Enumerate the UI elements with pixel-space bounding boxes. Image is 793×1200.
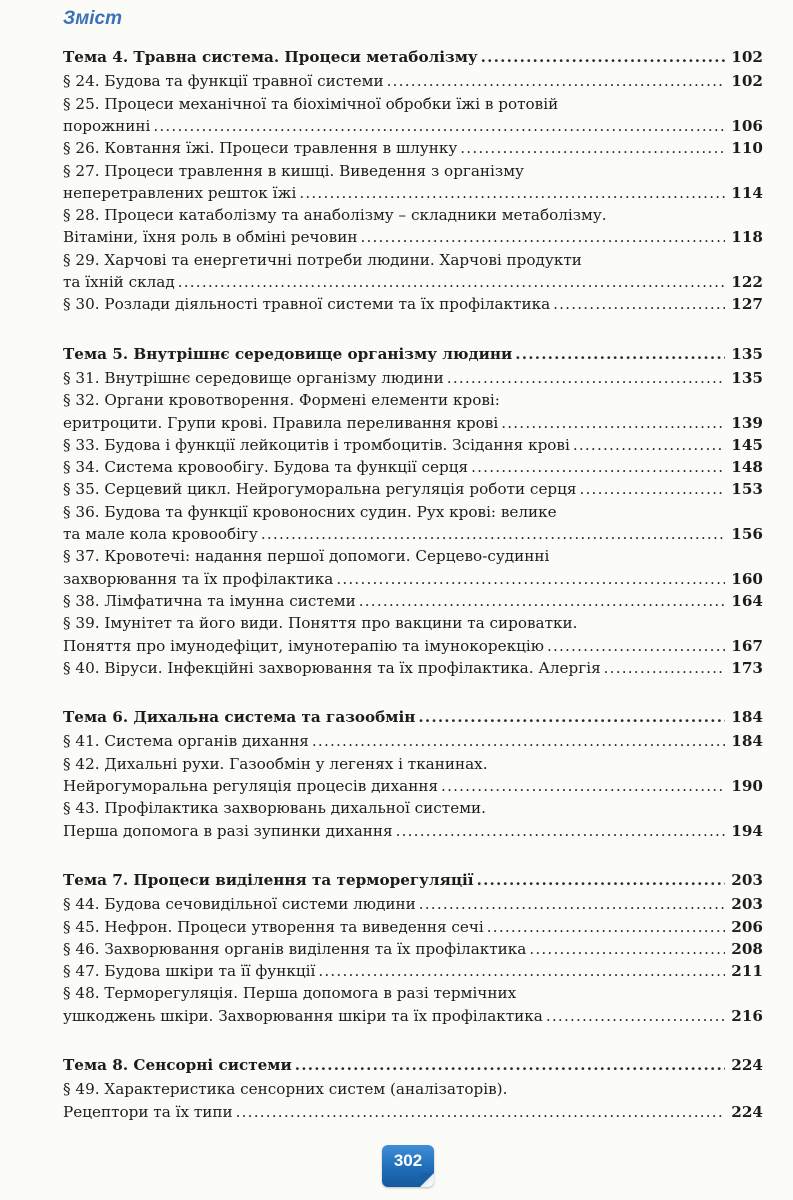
- toc-page-number: 102: [731, 48, 763, 66]
- toc-entry-text: та їхній склад: [63, 273, 175, 291]
- dot-leader: [336, 568, 725, 590]
- toc-entry-text: § 40. Віруси. Інфекційні захворювання та їх профілактика. Алергія: [63, 658, 601, 677]
- toc-line: [63, 46, 763, 68]
- dot-leader: [312, 730, 725, 752]
- toc-line: [63, 657, 763, 679]
- toc-page-number: 164: [731, 591, 763, 610]
- dot-leader: [153, 115, 725, 137]
- toc-page-number: 224: [731, 1056, 763, 1074]
- toc-line: [63, 1054, 763, 1076]
- toc-line: [63, 568, 763, 590]
- page-title: Зміст: [63, 8, 123, 29]
- dot-leader: [553, 293, 725, 315]
- toc-line: [63, 775, 763, 797]
- toc-entry-text: § 49. Характеристика сенсорних систем (аналізаторів).: [63, 1080, 508, 1099]
- toc-line: [63, 478, 763, 500]
- toc-line: [63, 293, 763, 315]
- toc-line: [63, 412, 763, 434]
- toc-line: [63, 753, 763, 775]
- dot-leader: [236, 1101, 725, 1123]
- dot-leader: [580, 478, 726, 500]
- dot-leader: [447, 367, 725, 389]
- toc-entry-text: еритроцити. Групи крові. Правила переливання крові: [63, 413, 499, 432]
- toc-line: [63, 797, 763, 819]
- toc-entry-text: § 44. Будова сечовидільної системи людини: [63, 895, 416, 914]
- toc-entry-text: Тема 5. Внутрішнє середовище організму людини: [63, 344, 513, 363]
- toc-page-number: 184: [731, 732, 763, 751]
- dot-leader: [359, 590, 725, 612]
- toc-line: [63, 434, 763, 456]
- toc-line: [63, 137, 763, 159]
- toc-entry-text: Рецептори та їх типи: [63, 1102, 233, 1121]
- toc-page-number: 102: [731, 72, 763, 91]
- toc-page-number: 118: [731, 228, 763, 247]
- dot-leader: [573, 434, 725, 456]
- toc-line: [63, 501, 763, 523]
- toc-line: [63, 367, 763, 389]
- toc-line: [63, 612, 763, 634]
- toc-page-number: 206: [731, 917, 763, 936]
- toc-line: [63, 545, 763, 567]
- toc-line: [63, 226, 763, 248]
- toc-line: [63, 523, 763, 545]
- toc-line: [63, 869, 763, 891]
- toc-line: [63, 343, 763, 365]
- toc-line: [63, 916, 763, 938]
- toc-page-number: 194: [731, 821, 763, 840]
- toc-entry-text: § 48. Терморегуляція. Перша допомога в разі термічних: [63, 984, 517, 1003]
- toc-entry-text: неперетравлених решток їжі: [63, 183, 297, 202]
- toc-page-number: 156: [731, 525, 763, 543]
- toc-page-number: 110: [731, 139, 763, 158]
- toc-page-number: 173: [731, 658, 763, 677]
- toc-entry-text: Вітаміни, їхня роль в обміні речовин: [63, 228, 358, 247]
- dot-leader: [318, 960, 725, 982]
- page-number-badge: [382, 1145, 434, 1187]
- toc-line: [63, 160, 763, 182]
- dot-leader: [441, 775, 725, 797]
- toc-entry-text: § 39. Імунітет та його види. Поняття про вакцини та сироватки.: [63, 614, 578, 633]
- toc-entry-text: Перша допомога в разі зупинки дихання: [63, 821, 393, 840]
- toc-page-number: 224: [731, 1102, 763, 1121]
- toc-entry-text: Тема 4. Травна система. Процеси метаболізму: [63, 48, 478, 66]
- toc-entry-text: § 34. Система кровообігу. Будова та функції серця: [63, 458, 469, 477]
- toc-line: [63, 93, 763, 115]
- toc-entry-text: § 47. Будова шкіри та її функції: [63, 962, 316, 981]
- toc-entry-text: § 36. Будова та функції кровоносних судин. Рух крові: велике: [63, 502, 557, 521]
- toc-page-number: 208: [731, 939, 763, 958]
- toc-line: [63, 182, 763, 204]
- dot-leader: [178, 271, 725, 293]
- toc-line: [63, 204, 763, 226]
- toc-line: [63, 730, 763, 752]
- toc-line: [63, 635, 763, 657]
- toc-line: [63, 70, 763, 92]
- toc-entry-text: Тема 7. Процеси виділення та терморегуляції: [63, 870, 474, 889]
- dot-leader: [299, 182, 725, 204]
- toc-line: [63, 820, 763, 842]
- toc-entry-text: § 37. Кровотечі: надання першої допомоги. Серцево-судинні: [63, 547, 550, 566]
- toc-entry-text: та мале кола кровообігу: [63, 525, 258, 543]
- toc-entry-text: Тема 8. Сенсорні системи: [63, 1056, 292, 1074]
- toc-entry-text: § 43. Профілактика захворювань дихальної системи.: [63, 799, 486, 818]
- toc-page-number: 203: [731, 895, 763, 914]
- toc-line: [63, 115, 763, 137]
- dot-leader: [387, 70, 725, 92]
- toc-entry-text: § 26. Ковтання їжі. Процеси травлення в шлунку: [63, 139, 458, 158]
- dot-leader: [546, 1005, 725, 1027]
- toc-line: [63, 590, 763, 612]
- page-curl-icon: [420, 1173, 434, 1187]
- toc-entry-text: § 46. Захворювання органів виділення та їх профілактика: [63, 939, 527, 958]
- toc-line: [63, 389, 763, 411]
- toc-page-number: 160: [731, 569, 763, 588]
- toc-entry-text: § 31. Внутрішнє середовище організму людини: [63, 368, 444, 387]
- dot-leader: [604, 657, 725, 679]
- toc-page-number: 122: [731, 273, 763, 291]
- toc-entry-text: Поняття про імунодефіцит, імунотерапію та імунокорекцію: [63, 636, 544, 655]
- toc-line: [63, 1101, 763, 1123]
- toc-entry-text: ушкоджень шкіри. Захворювання шкіри та їх профілактика: [63, 1006, 543, 1025]
- toc-entry-text: § 42. Дихальні рухи. Газообмін у легенях і тканинах.: [63, 754, 488, 773]
- toc-line: [63, 982, 763, 1004]
- toc-page-number: 135: [731, 368, 763, 387]
- toc-page-number: 135: [731, 344, 763, 363]
- toc-page-number: 216: [731, 1006, 763, 1025]
- toc-entry-text: § 29. Харчові та енергетичні потреби людини. Харчові продукти: [63, 250, 582, 269]
- toc-line: [63, 1078, 763, 1100]
- dot-leader: [261, 523, 725, 545]
- toc-line: [63, 706, 763, 728]
- dot-leader: [471, 456, 725, 478]
- toc-page-number: 167: [731, 636, 763, 655]
- toc-entry-text: захворювання та їх профілактика: [63, 569, 334, 588]
- toc-entry-text: § 27. Процеси травлення в кишці. Виведення з організму: [63, 161, 524, 180]
- toc-entry-text: § 24. Будова та функції травної системи: [63, 72, 384, 91]
- toc-entry-text: Тема 6. Дихальна система та газообмін: [63, 708, 416, 727]
- page-number: 302: [393, 1151, 423, 1170]
- toc-entry-text: § 30. Розлади діяльності травної системи та їх профілактика: [63, 295, 551, 314]
- dot-leader: [477, 869, 725, 891]
- toc-entry-text: § 32. Органи кровотворення. Формені елементи крові:: [63, 391, 500, 410]
- toc-page-number: 203: [731, 870, 763, 889]
- toc-entry-text: § 45. Нефрон. Процеси утворення та виведення сечі: [63, 917, 484, 936]
- toc-page-number: 139: [731, 413, 763, 432]
- toc-page-number: 145: [731, 435, 763, 454]
- dot-leader: [529, 938, 725, 960]
- toc-line: [63, 249, 763, 271]
- toc-line: [63, 960, 763, 982]
- toc-page-number: 114: [731, 183, 763, 202]
- toc-page-number: 190: [731, 777, 763, 795]
- toc-line: [63, 271, 763, 293]
- dot-leader: [295, 1054, 725, 1076]
- toc-entry-text: § 38. Лімфатична та імунна системи: [63, 591, 356, 610]
- toc-page-number: 148: [731, 458, 763, 477]
- toc-line: [63, 938, 763, 960]
- dot-leader: [501, 412, 725, 434]
- toc-entry-text: § 41. Система органів дихання: [63, 732, 309, 751]
- toc-line: [63, 1005, 763, 1027]
- toc-entry-text: § 33. Будова і функції лейкоцитів і тромбоцитів. Зсідання крові: [63, 435, 570, 454]
- dot-leader: [360, 226, 725, 248]
- toc-page-number: 184: [731, 708, 763, 727]
- toc-line: [63, 893, 763, 915]
- toc-page-number: 106: [731, 116, 763, 135]
- toc-entry-text: порожнині: [63, 116, 151, 135]
- dot-leader: [419, 893, 725, 915]
- toc-entry-text: § 25. Процеси механічної та біохімічної обробки їжі в ротовій: [63, 94, 559, 113]
- toc-page-number: 127: [731, 295, 763, 314]
- dot-leader: [487, 916, 725, 938]
- dot-leader: [418, 706, 725, 728]
- toc-entry-text: § 28. Процеси катаболізму та анаболізму – складники метаболізму.: [63, 206, 607, 225]
- toc-entry-text: Нейрогуморальна регуляція процесів дихання: [63, 777, 439, 795]
- dot-leader: [460, 137, 725, 159]
- dot-leader: [515, 343, 725, 365]
- dot-leader: [396, 820, 725, 842]
- toc-entry-text: § 35. Серцевий цикл. Нейрогуморальна регуляція роботи серця: [63, 480, 577, 499]
- dot-leader: [481, 46, 725, 68]
- toc-page-number: 211: [731, 962, 763, 981]
- toc-line: [63, 456, 763, 478]
- toc-page-number: 153: [731, 480, 763, 499]
- dot-leader: [547, 635, 725, 657]
